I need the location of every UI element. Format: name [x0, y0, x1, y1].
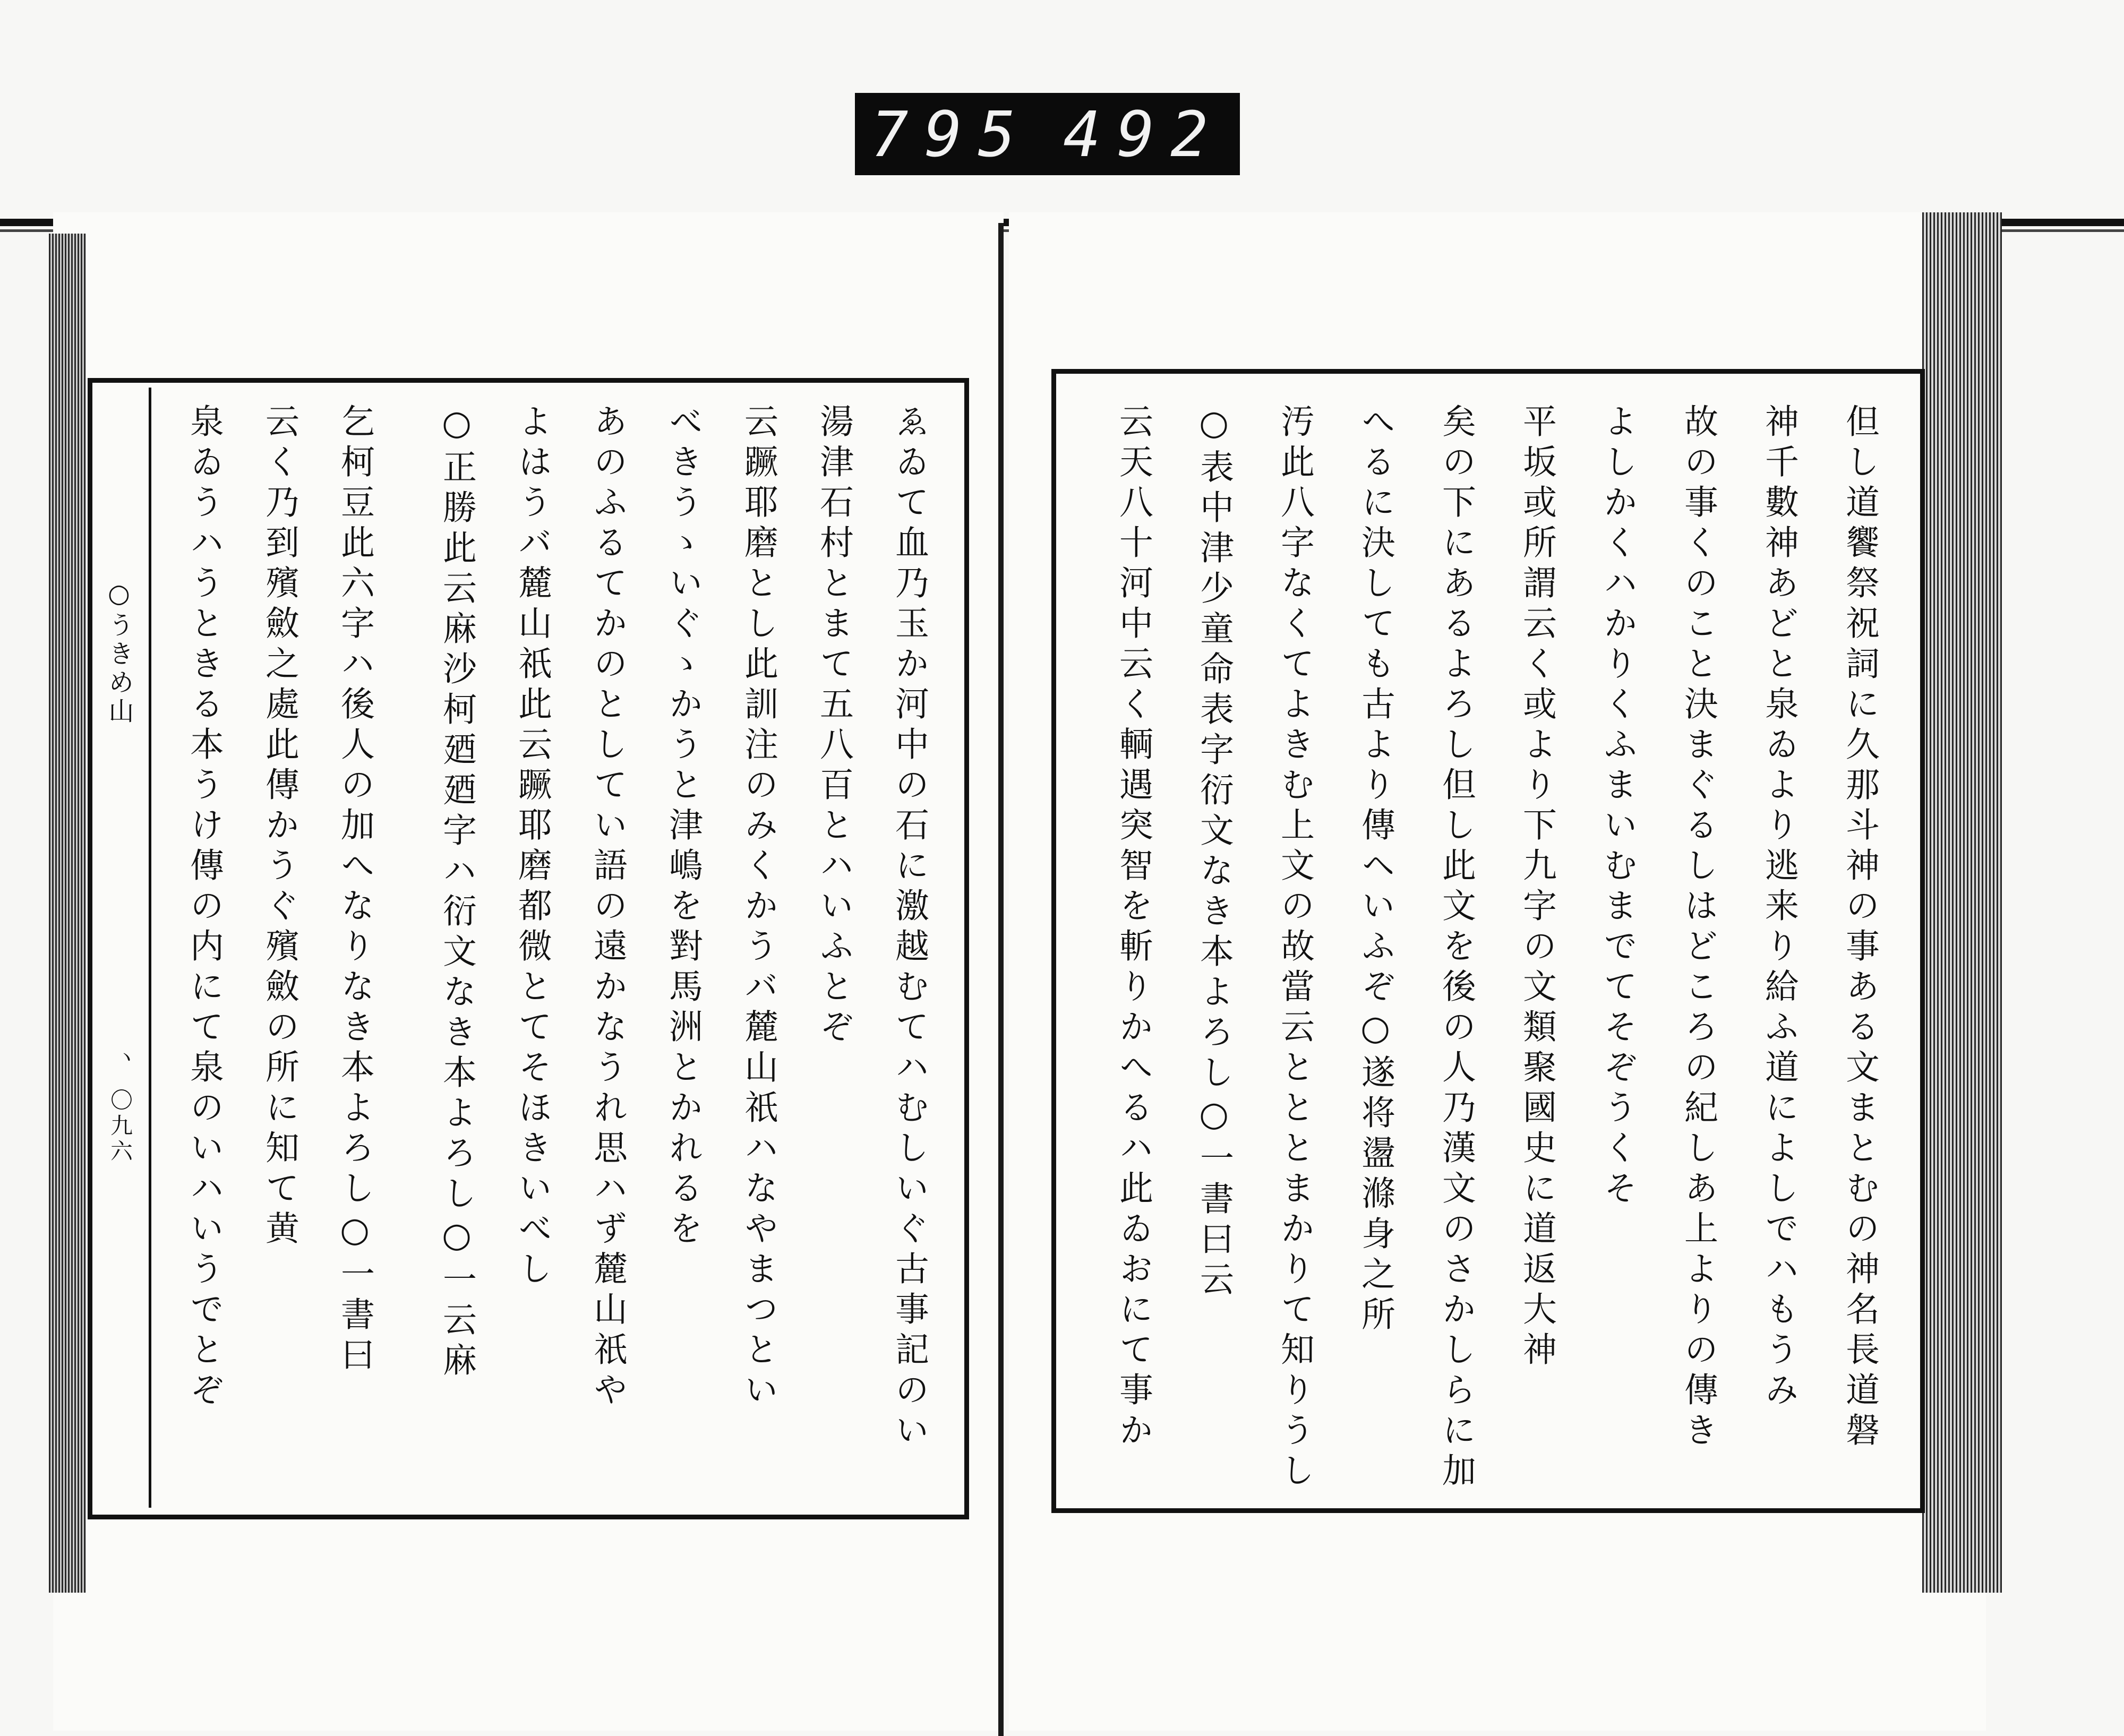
right-edge-rule: [2002, 219, 2124, 226]
left-column-4: べきうゝいぐゝかうと津嶋を對馬洲とかれるを: [663, 403, 703, 1251]
right-column-4: よしかくハかりくふまいむまでてそぞうくそ: [1598, 403, 1637, 1210]
right-column-2: 神千數神あどと泉ゐより逃来り給ふ道によしでハもうみ: [1759, 403, 1798, 1412]
left-column-9: 云く乃到殯斂之處此傳かうぐ殯斂の所に知て黄: [260, 403, 299, 1251]
catalog-number-right: 492: [1063, 97, 1224, 171]
margin-mark: ヽ: [113, 1046, 137, 1073]
left-column-1: ゑゐて血乃玉か河中の石に激越むてハむしいぐ古事記のい: [889, 403, 929, 1453]
catalog-number-left: 795: [870, 97, 1032, 171]
left-column-7: ○正勝此云麻沙柯廼廼字ハ衍文なき本よろし○一云麻: [437, 403, 476, 1382]
left-column-6: よはうバ麓山祇此云蹶耶磨都微とてそほきいべし: [512, 403, 552, 1291]
right-page-edges: [1922, 212, 2002, 1593]
right-column-9: ○表中津少童命表字衍文なき本よろし○一書曰云: [1194, 403, 1234, 1302]
left-column-8: 乞柯豆此六字ハ後人の加へなりなき本よろし○一書曰: [335, 403, 374, 1377]
book-gutter: [998, 223, 1004, 1736]
left-margin-rule: [149, 388, 151, 1508]
right-column-7: へるに決しても古より傳ヘいふぞ○遂将盪滌身之所: [1356, 403, 1395, 1337]
margin-title: ○うきめ山: [104, 579, 134, 726]
right-column-5: 平坂或所謂云く或より下九字の文類聚國史に道返大神: [1517, 403, 1556, 1372]
folio-number: 〇九六: [107, 1088, 133, 1165]
right-column-10: 云天八十河中云く輌遇突智を斬りかへるハ此ゐおにて事か: [1114, 403, 1153, 1453]
right-column-8: 汚此八字なくてよきむ上文の故當云とととまかりて知りうし: [1275, 403, 1314, 1493]
catalog-label-plate: [855, 93, 1240, 175]
right-column-1: 但し道饗祭祝詞に久那斗神の事ある文まとむの神名長道磐: [1840, 403, 1879, 1453]
left-column-3: 云蹶耶磨とし此訓注のみくかうバ麓山祇ハなやまつとい: [739, 403, 778, 1412]
left-column-10: 泉ゐうハうときる本うけ傳の内にて泉のいハいうでとぞ: [184, 403, 224, 1412]
left-page-edges: [49, 234, 86, 1593]
right-column-6: 矣の下にあるよろし但し此文を後の人乃漢文のさかしらに加: [1436, 403, 1476, 1493]
left-column-5: あのふるてかのとしてい語の遠かなうれ思ハず麓山祇や: [588, 403, 627, 1412]
right-column-3: 故の事くのこと決まぐるしはどころの紀しあ上よりの傳き: [1678, 403, 1718, 1453]
left-column-2: 湯津石村とまて五八百とハいふとぞ: [814, 403, 853, 1049]
